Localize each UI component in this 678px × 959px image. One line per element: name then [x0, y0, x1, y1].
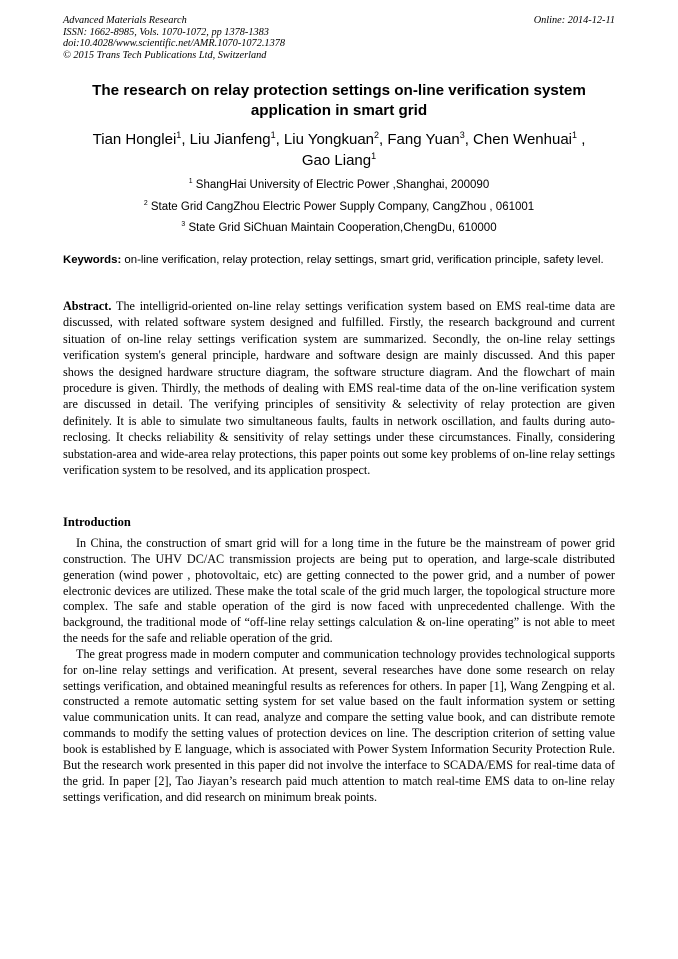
affiliation-text: ShangHai University of Electric Power ,Shanghai, 200090 — [192, 179, 490, 191]
abstract — [63, 298, 615, 478]
abstract-label: Abstract. — [63, 299, 112, 313]
author-separator: , — [379, 131, 388, 148]
body-paragraph: In China, the construction of smart grid will for a long time in the future be the mainstream of power grid construction. The UHV DC/AC transmission projects are being put to operation, and large-scale distributed generation (wind power , photovoltaic, etc) are getting connected to the power grid, and a number of power electronic devices are utilized. These make the total scale of the grid much larger, the topological structure more complex. The safe and stable operation of the gird is now faced with unprecedented challenge. With the background, the traditional mode of “off-line relay settings calculation & on-line operating” is not able to meet the needs for the safe and reliable operation of the grid. — [63, 536, 615, 646]
affiliation — [63, 175, 615, 197]
affiliation-mark: 1 — [188, 178, 193, 186]
author-separator: , — [275, 131, 284, 148]
author-affiliation-mark: 1 — [270, 130, 276, 140]
introduction-body — [63, 536, 615, 805]
author-affiliation-mark: 2 — [374, 130, 380, 140]
keywords-text: on-line verification, relay protection, relay settings, smart grid, verification principle, safety level. — [121, 254, 604, 266]
author-name: Tian Honglei — [92, 131, 177, 148]
author-affiliation-mark: 1 — [572, 130, 578, 140]
author-name: Liu Yongkuan — [283, 131, 375, 148]
issn-line: ISSN: 1662-8985, Vols. 1070-1072, pp 1378-1383 — [63, 26, 269, 38]
author-list — [63, 129, 615, 171]
body-paragraph: The great progress made in modern computer and communication technology provides technological supports for on-line relay settings and verification. At present, several researches have done some research on relay settings verification, and obtained meaningful results as references for others. In paper [1], Wang Zengping et al. constructed a remote automatic setting system for set value based on the fault information system or setting value communication units. It can read, analyze and compare the setting value book, and can distribute remote commands to modify the setting values of protection devices on line. The description criterion of setting value book is established by E language, which is associated with Power System Information Security Protection Rule. But the research work presented in this paper did not involve the interface to SCADA/EMS for real-time data of the grid. In paper [2], Tao Jiayan’s research paid much attention to match real-time EMS data to on-line relay settings verification, and did research on minimum break points. — [63, 646, 615, 804]
paper-title: The research on relay protection settings on-line verification system application in smart grid — [92, 82, 586, 119]
author-affiliation-mark: 1 — [176, 130, 182, 140]
doi-line: doi:10.4028/www.scientific.net/AMR.1070-1072.1378 — [63, 38, 286, 49]
copyright-line: © 2015 Trans Tech Publications Ltd, Switzerland — [63, 49, 267, 61]
affiliation-list — [63, 175, 615, 240]
affiliation-text: State Grid CangZhou Electric Power Supply Company, CangZhou , 061001 — [147, 200, 535, 213]
author-name: Fang Yuan — [387, 131, 460, 148]
journal-name: Advanced Materials Research — [63, 15, 187, 26]
affiliation-text: State Grid SiChuan Maintain Cooperation,ChengDu, 610000 — [185, 222, 497, 234]
affiliation-mark: 3 — [181, 221, 186, 229]
affiliation — [63, 197, 615, 219]
publication-info — [63, 15, 463, 61]
keywords-label: Keywords: — [63, 254, 122, 266]
author-affiliation-mark: 1 — [371, 151, 377, 161]
affiliation — [63, 218, 615, 240]
online-date: Online: 2014-12-11 — [533, 15, 615, 26]
author-separator: , — [464, 131, 474, 148]
author-name: Liu Jianfeng — [189, 131, 271, 148]
keywords — [63, 253, 615, 268]
abstract-text: The intelligrid-oriented on-line relay settings verification system based on EMS real-time data are discussed, with related software system designed and fulfilled. Firstly, the research background and current situation of on-line relay settings verification system are summarized. Secondly, the on-line relay settings verification system's general principle, hardware and software design are mainly discussed. And this paper shows the designed hardware structure diagram, the software structure diagram. And the flowchart of main procedure is given. Thirdly, the methods of dealing with EMS real-time data of the on-line verification system are discussed in detail. The verifying principles of sensitivity & selectivity of relay protection are given definitely. It is able to simulate two simultaneous faults, faults in network oscillation, and faults during auto-reclosing. It checks reliability & sensitivity of relay settings under these circumstances. Finally, considering substation-area and wide-area relay protections, this paper points out some key problems of on-line relay settings verification system to be resolved, and its application prospect. — [63, 299, 615, 478]
author-separator: , — [181, 131, 190, 148]
author-name: Chen Wenhuai — [473, 131, 573, 148]
author-separator: , — [577, 131, 586, 148]
section-heading-introduction: Introduction — [63, 515, 131, 529]
affiliation-mark: 2 — [143, 199, 148, 207]
author-affiliation-mark: 3 — [459, 130, 465, 140]
author-name: Gao Liang — [301, 152, 372, 169]
